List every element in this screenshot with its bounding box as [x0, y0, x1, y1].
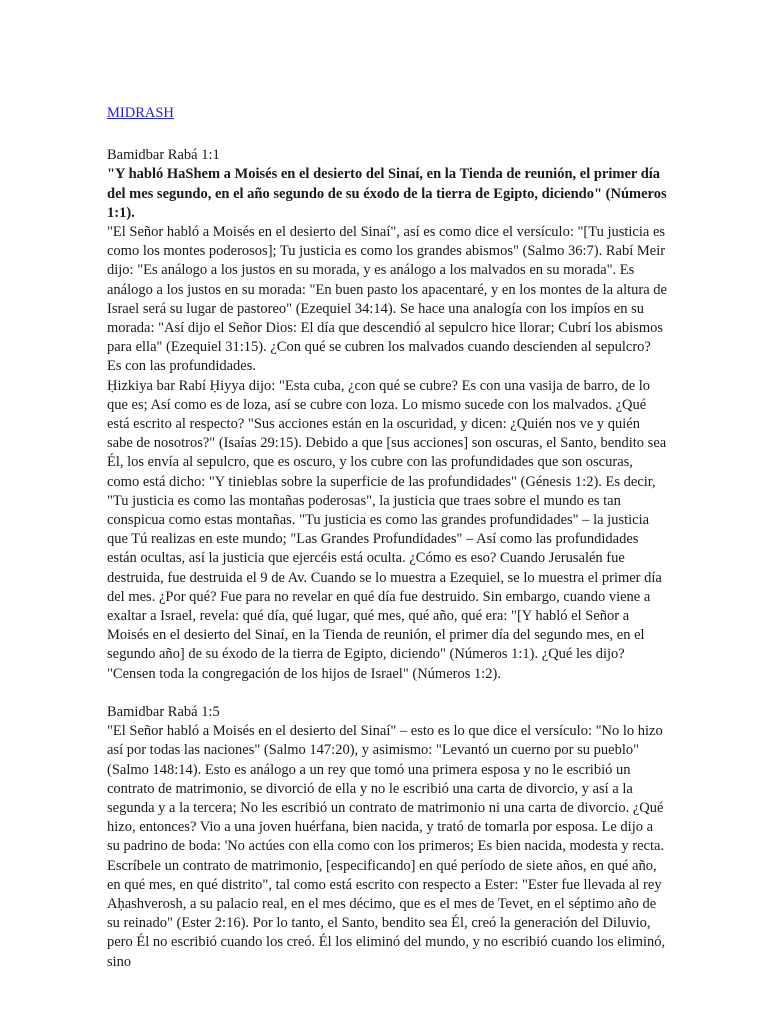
section-title: Bamidbar Rabá 1:5 — [107, 703, 220, 720]
section-title: Bamidbar Rabá 1:1 — [107, 147, 220, 164]
paragraph: "El Señor habló a Moisés en el desierto del Sinaí" – esto es lo que dice el versículo: "No lo hizo así por todas las naciones" (Salmo 147:20), y asimismo: "Levantó un cuerno por su pueblo" (Salmo 148:14). Esto es análogo a un rey que tomó una primera esposa y no le escribió un contrato de matrimonio, se divorció de ella y no le escribió una carta de divorcio, y así a la segunda y a la tercera; No les escribió un contrato de matrimonio ni una carta de divorcio. ¿Qué hizo, entonces? Vio a una joven huérfana, bien nacida, y trató de tomarla por esposa. Le dijo a su padrino de boda: 'No actúes con ella como con los primeros; Es bien nacida, modesta y recta. Escríbele un contrato de matrimonio, [especificando] en qué período de siete años, en qué año, en qué mes, en qué distrito", tal como está escrito con respecto a Ester: "Ester fue llevada al rey Aḥashverosh, a su palacio real, en el mes décimo, que es el mes de Tevet, en el séptimo año de su reinado" (Ester 2:16). Por lo tanto, el Santo, bendito sea Él, creó la generación del Diluvio, pero Él no escribió cuando los creó. Él los eliminó del mundo, y no escribió cuando los eliminó, sino — [107, 723, 666, 970]
midrash-link[interactable]: MIDRASH — [107, 105, 174, 121]
section-heading: "Y habló HaShem a Moisés en el desierto del Sinaí, en la Tienda de reunión, el primer día del mes segundo, en el año segundo de su éxodo de la tierra de Egipto, diciendo" (Números 1:1). — [107, 166, 667, 221]
document-page — [107, 104, 667, 991]
section-bamidbar-1-5 — [107, 703, 667, 972]
paragraph: Ḥizkiya bar Rabí Ḥiyya dijo: "Esta cuba, ¿con qué se cubre? Es con una vasija de barro, de lo que es; Así como es de loza, así se cubre con loza. Lo mismo sucede con los malvados. ¿Qué está escrito al respecto? "Sus acciones están en la oscuridad, y dicen: ¿Quién nos ve y quién sabe de nosotros?" (Isaías 29:15). Debido a que [sus acciones] son oscuras, el Santo, bendito sea Él, los envía al sepulcro, que es oscuro, y los cubre con las profundidades que son oscuras, como está dicho: "Y tinieblas sobre la superficie de las profundidades" (Génesis 1:2). Es decir, "Tu justicia es como las montañas poderosas", la justicia que traes sobre el mundo es tan conspicua como estas montañas. "Tu justicia es como las grandes profundidades" – la justicia que Tú realizas en este mundo; "Las Grandes Profundidades" – Así como las profundidades están ocultas, así la justicia que ejercéis está oculta. ¿Cómo es eso? Cuando Jerusalén fue destruida, fue destruida el 9 de Av. Cuando se lo muestra a Ezequiel, se lo muestra el primer día del mes. ¿Por qué? Fue para no revelar en qué día fue destruido. Sin embargo, cuando viene a exaltar a Israel, revela: qué día, qué lugar, qué mes, qué año, qué era: "[Y habló el Señor a Moisés en el desierto del Sinaí, en la Tienda de reunión, el primer día del segundo mes, en el segundo año] de su éxodo de la tierra de Egipto, diciendo" (Números 1:1). ¿Qué les dijo? "Censen toda la congregación de los hijos de Israel" (Números 1:2). — [107, 377, 667, 682]
section-bamidbar-1-1 — [107, 146, 667, 684]
paragraph: "El Señor habló a Moisés en el desierto del Sinaí", así es como dice el versículo: "[Tu justicia es como los montes poderosos]; Tu justicia es como los grandes abismos" (Salmo 36:7). Rabí Meir dijo: "Es análogo a los justos en su morada, y es análogo a los malvados en su morada". Es análogo a los justos en su morada: "En buen pasto los apacentaré, y en los montes de la altura de Israel será su lugar de pastoreo" (Ezequiel 34:14). Se hace una analogía con los impíos en su morada: "Así dijo el Señor Dios: El día que descendió al sepulcro hice llorar; Cubrí los abismos para ella" (Ezequiel 31:15). ¿Con qué se cubren los malvados cuando descienden al sepulcro? Es con las profundidades. — [107, 224, 667, 375]
